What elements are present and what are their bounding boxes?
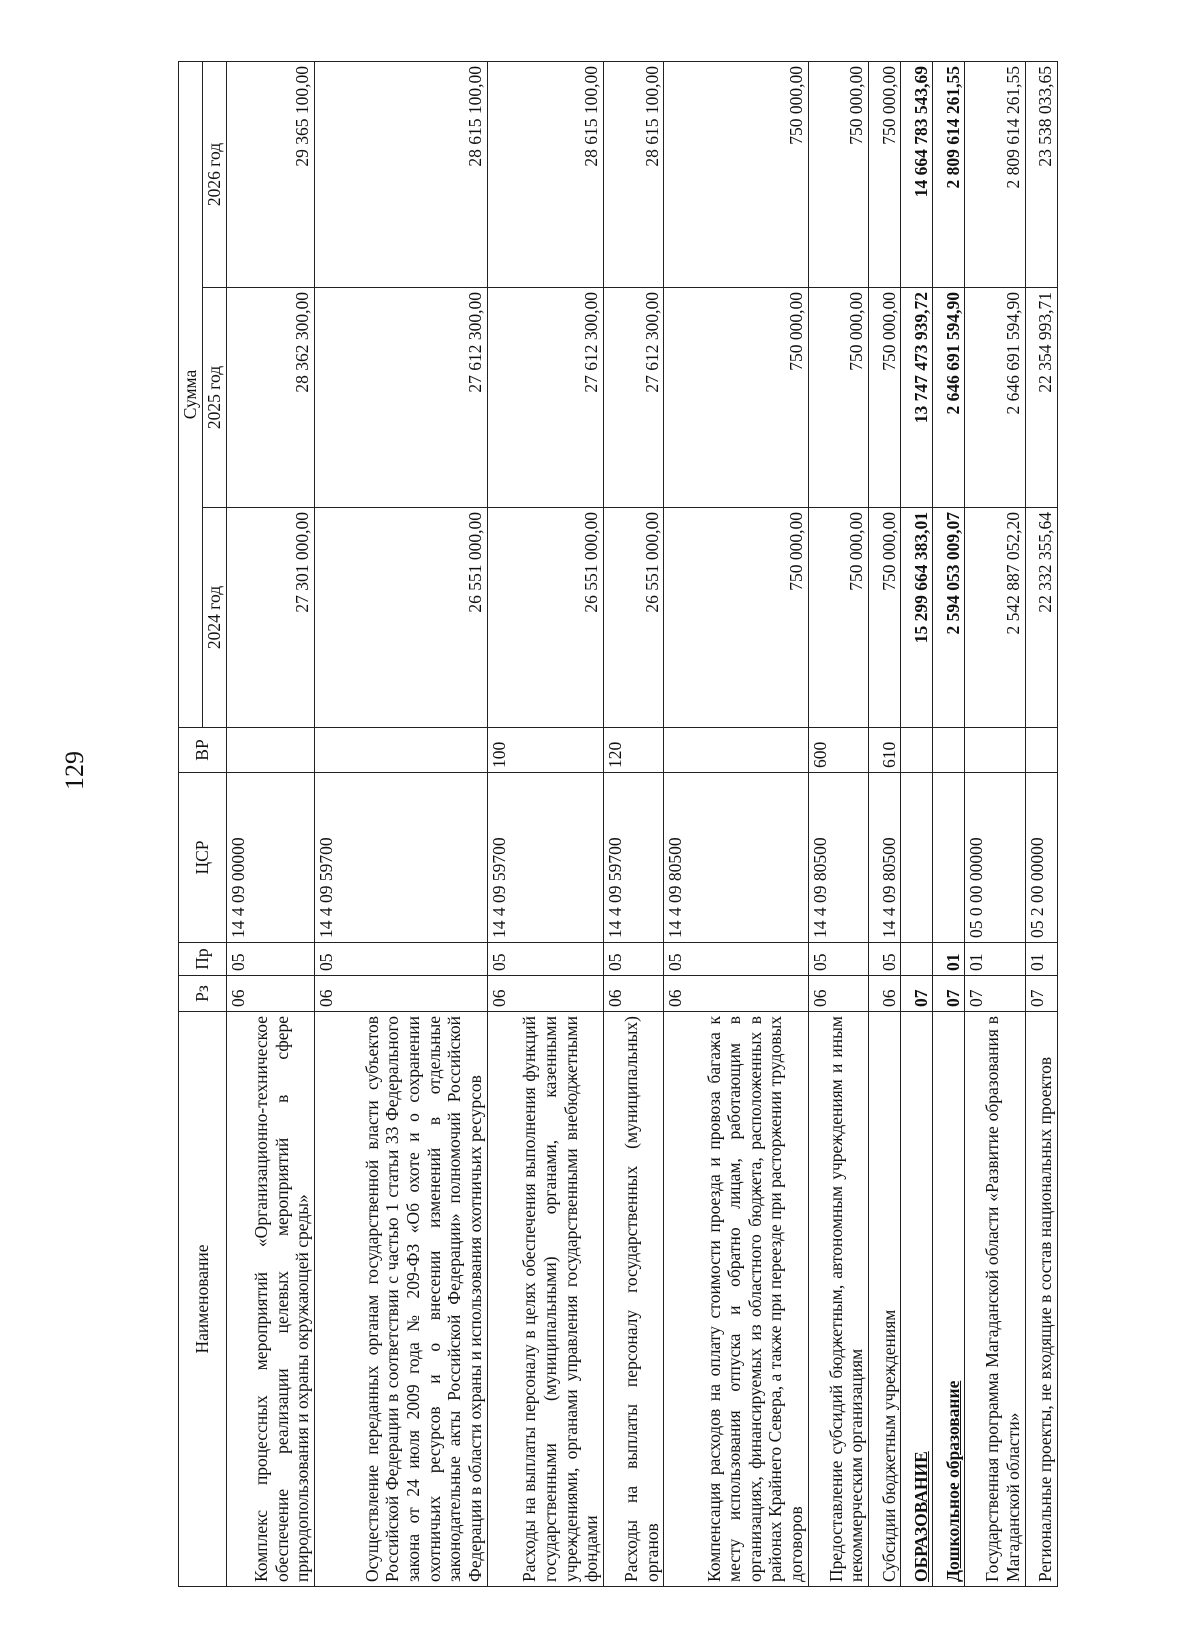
row-name: Субсидии бюджетным учреждениям — [869, 1012, 901, 1587]
row-vr: 120 — [604, 728, 664, 773]
row-vr — [1025, 728, 1057, 773]
table-row — [314, 61, 487, 1586]
row-rz: 06 — [604, 976, 664, 1012]
row-2025: 13 747 473 939,72 — [901, 288, 933, 508]
row-2026: 14 664 783 543,69 — [901, 61, 933, 287]
row-2026: 23 538 033,65 — [1025, 61, 1057, 287]
row-2025: 2 646 691 594,90 — [965, 288, 1025, 508]
row-2026: 28 615 100,00 — [487, 61, 603, 287]
row-2026: 2 809 614 261,55 — [965, 61, 1025, 287]
row-csr — [901, 773, 933, 943]
table-row — [808, 61, 868, 1586]
row-rz: 07 — [933, 976, 965, 1012]
table-row — [901, 61, 933, 1586]
row-csr: 14 4 09 59700 — [314, 773, 487, 943]
row-2025: 750 000,00 — [664, 288, 809, 508]
row-vr — [901, 728, 933, 773]
row-pr: 05 — [487, 943, 603, 976]
table-row — [933, 61, 965, 1586]
header-2024: 2024 год — [202, 508, 226, 728]
row-2024: 26 551 000,00 — [314, 508, 487, 728]
table-row — [1025, 61, 1057, 1586]
row-name: Комплекс процессных мероприятий «Организационно-техническое обеспечение реализации целевых мероприятий в сфере природопользования и охраны окружающей среды» — [226, 1012, 314, 1587]
row-rz: 06 — [808, 976, 868, 1012]
row-vr — [664, 728, 809, 773]
row-pr: 05 — [226, 943, 314, 976]
row-csr — [933, 773, 965, 943]
row-csr: 14 4 09 59700 — [487, 773, 603, 943]
row-pr: 05 — [604, 943, 664, 976]
row-rz: 06 — [487, 976, 603, 1012]
row-2024: 26 551 000,00 — [487, 508, 603, 728]
row-2026: 750 000,00 — [664, 61, 809, 287]
header-name: Наименование — [179, 1012, 227, 1587]
row-2026: 2 809 614 261,55 — [933, 61, 965, 287]
row-2025: 27 612 300,00 — [604, 288, 664, 508]
row-2024: 2 542 887 052,20 — [965, 508, 1025, 728]
header-vr: ВР — [179, 728, 227, 773]
row-2024: 2 594 053 009,07 — [933, 508, 965, 728]
row-name: Осуществление переданных органам государственной власти субъектов Российской Федерации в соответствии с частью 1 статьи 33 Федерального закона от 24 июля 2009 года № 209-ФЗ «Об охоте и о сохранении охотничьих ресурсов и о внесении изменений в отдельные законодательные акты Российской Федерации» полномочий Российской Федерации в области охраны и использования охотничьих ресурсов — [314, 1012, 487, 1587]
row-rz: 06 — [664, 976, 809, 1012]
row-pr: 05 — [808, 943, 868, 976]
row-pr: 01 — [965, 943, 1025, 976]
row-vr — [226, 728, 314, 773]
row-pr: 05 — [869, 943, 901, 976]
row-2024: 750 000,00 — [869, 508, 901, 728]
row-csr: 05 0 00 00000 — [965, 773, 1025, 943]
table-row — [664, 61, 809, 1586]
header-rz: Рз — [179, 976, 227, 1012]
row-vr — [933, 728, 965, 773]
budget-table — [178, 61, 1058, 1587]
row-pr: 01 — [933, 943, 965, 976]
row-2025: 22 354 993,71 — [1025, 288, 1057, 508]
row-2025: 2 646 691 594,90 — [933, 288, 965, 508]
row-csr: 14 4 09 00000 — [226, 773, 314, 943]
row-2026: 28 615 100,00 — [314, 61, 487, 287]
row-2024: 750 000,00 — [664, 508, 809, 728]
row-vr: 600 — [808, 728, 868, 773]
row-2025: 27 612 300,00 — [487, 288, 603, 508]
row-csr: 14 4 09 80500 — [664, 773, 809, 943]
row-pr: 05 — [664, 943, 809, 976]
row-name: Региональные проекты, не входящие в состав национальных проектов — [1025, 1012, 1057, 1587]
header-sum: Сумма — [179, 61, 203, 727]
row-rz: 06 — [226, 976, 314, 1012]
table-row — [965, 61, 1025, 1586]
row-2024: 750 000,00 — [808, 508, 868, 728]
header-csr: ЦСР — [179, 773, 227, 943]
row-name: Предоставление субсидий бюджетным, автономным учреждениям и иным некоммерческим организациям — [808, 1012, 868, 1587]
row-csr: 05 2 00 00000 — [1025, 773, 1057, 943]
row-vr — [965, 728, 1025, 773]
table-row — [869, 61, 901, 1586]
row-2026: 28 615 100,00 — [604, 61, 664, 287]
row-name: Расходы на выплаты персоналу государственных (муниципальных) органов — [604, 1012, 664, 1587]
row-csr: 14 4 09 80500 — [869, 773, 901, 943]
row-csr: 14 4 09 59700 — [604, 773, 664, 943]
row-rz: 07 — [1025, 976, 1057, 1012]
row-rz: 07 — [901, 976, 933, 1012]
header-2026: 2026 год — [202, 61, 226, 287]
row-2025: 750 000,00 — [808, 288, 868, 508]
row-csr: 14 4 09 80500 — [808, 773, 868, 943]
row-rz: 06 — [869, 976, 901, 1012]
row-vr: 100 — [487, 728, 603, 773]
header-2025: 2025 год — [202, 288, 226, 508]
row-pr: 01 — [1025, 943, 1057, 976]
row-2024: 15 299 664 383,01 — [901, 508, 933, 728]
row-2025: 750 000,00 — [869, 288, 901, 508]
row-name: Государственная программа Магаданской области «Развитие образования в Магаданской области» — [965, 1012, 1025, 1587]
row-rz: 06 — [314, 976, 487, 1012]
table-row — [604, 61, 664, 1586]
row-name: Расходы на выплаты персоналу в целях обеспечения выполнения функций государственными (муниципальными) органами, казенными учреждениями, органами управления государственными внебюджетными фондами — [487, 1012, 603, 1587]
row-2025: 27 612 300,00 — [314, 288, 487, 508]
row-2024: 22 332 355,64 — [1025, 508, 1057, 728]
row-pr — [901, 943, 933, 976]
row-2024: 26 551 000,00 — [604, 508, 664, 728]
row-vr: 610 — [869, 728, 901, 773]
row-2025: 28 362 300,00 — [226, 288, 314, 508]
row-name: Дошкольное образование — [933, 1012, 965, 1587]
header-pr: Пр — [179, 943, 227, 976]
row-rz: 07 — [965, 976, 1025, 1012]
row-pr: 05 — [314, 943, 487, 976]
page-number: 129 — [60, 751, 89, 790]
row-name: Компенсация расходов на оплату стоимости проезда и провоза багажа к месту использования отпуска и обратно лицам, работающим в организациях, финансируемых из областного бюджета, расположенных в районах Крайнего Севера, а также при переезде при расторжении трудовых договоров — [664, 1012, 809, 1587]
table-row — [226, 61, 314, 1586]
row-2024: 27 301 000,00 — [226, 508, 314, 728]
row-2026: 29 365 100,00 — [226, 61, 314, 287]
rotated-page — [178, 62, 1058, 1587]
row-2026: 750 000,00 — [808, 61, 868, 287]
row-vr — [314, 728, 487, 773]
row-name: ОБРАЗОВАНИЕ — [901, 1012, 933, 1587]
row-2026: 750 000,00 — [869, 61, 901, 287]
table-row — [487, 61, 603, 1586]
